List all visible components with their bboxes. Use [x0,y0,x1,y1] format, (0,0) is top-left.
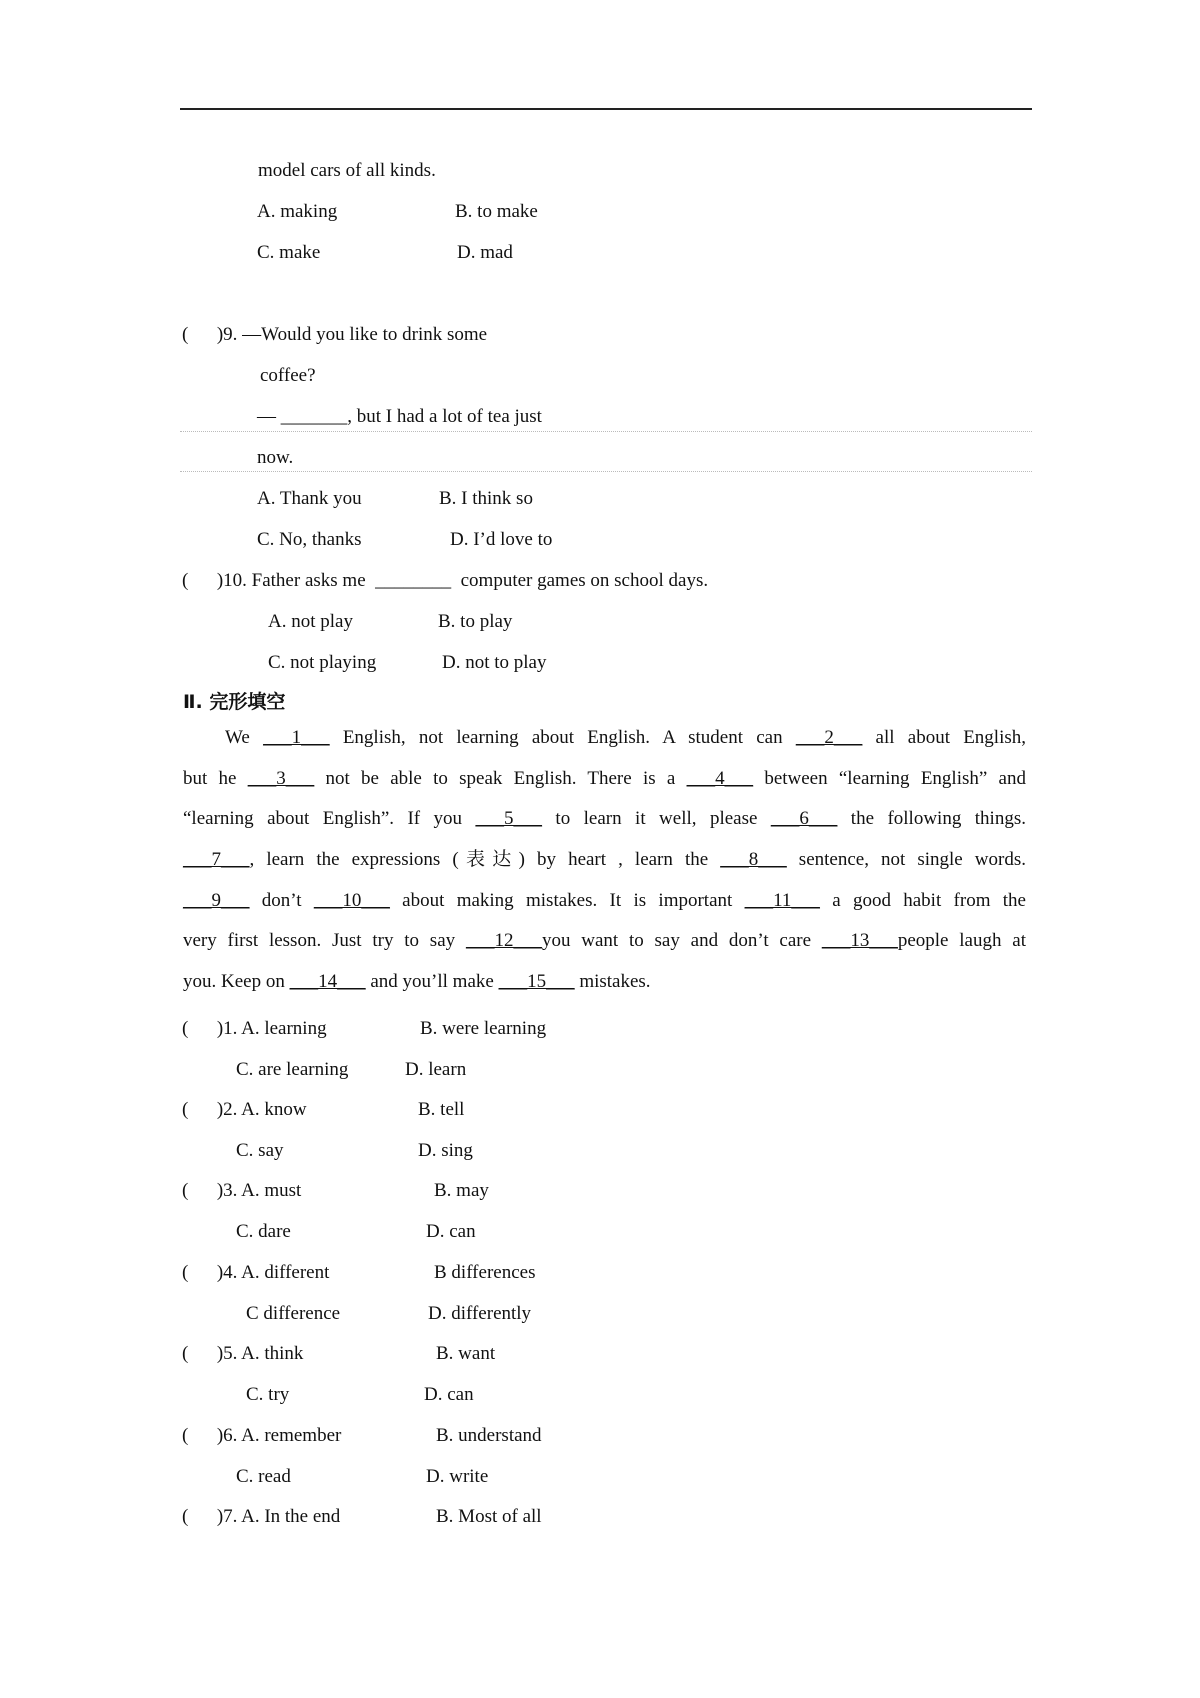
blank-2: ___2___ [795,727,863,748]
cloze-q1-d: D. learn [405,1059,467,1080]
cloze-q3-c: C. dare [236,1221,291,1242]
cloze-q1-b: B. were learning [420,1018,547,1039]
blank-3: ___3___ [247,767,315,789]
cloze-q2-d: D. sing [418,1140,473,1161]
passage-line: you. Keep on ___14___ and you’ll make ___15___ mistakes. [183,971,651,993]
cloze-q5: ( )5. A. think [182,1343,304,1364]
passage-line: very first lesson. Just try to say ___12___you want to say and don’t care ___13___people laugh at [183,930,1026,952]
cloze-q6: ( )6. A. remember [182,1425,342,1446]
passage-line: We ___1___ English, not learning about English. A student can ___2___ all about English, [225,727,1027,748]
q10-stem: ( )10. Father asks me ________ computer games on school days. [182,570,709,591]
cloze-q4: ( )4. A. different [182,1262,330,1283]
cloze-q2-b: B. tell [418,1099,465,1120]
dotted-divider [180,471,1032,472]
blank-8: ___8___ [720,849,787,871]
q9-option-a: A. Thank you [257,488,362,509]
header-rule [180,108,1032,110]
blank-10: ___10___ [313,889,390,911]
blank-11: ___11___ [744,889,820,911]
q9-option-c: C. No, thanks [257,529,362,550]
passage-line: but he ___3___ not be able to speak English. There is a ___4___ between “learning English” and [183,767,1026,789]
cloze-q2: ( )2. A. know [182,1099,307,1120]
blank-13: ___13___ [821,930,898,952]
blank-1: ___1___ [263,727,330,748]
q10-option-c: C. not playing [268,652,377,673]
q9-stem-4: now. [257,447,294,468]
cloze-q5-d: D. can [424,1384,474,1405]
q10-option-b: B. to play [438,611,513,632]
cloze-q1: ( )1. A. learning [182,1018,327,1039]
cloze-q6-d: D. write [426,1466,489,1487]
cloze-q6-b: B. understand [436,1425,542,1446]
q9-stem-2: coffee? [260,365,316,386]
q9-option-d: D. I’d love to [450,529,553,550]
cloze-q4-b: B differences [434,1262,536,1283]
cloze-q4-c: C difference [246,1303,341,1324]
cloze-q1-c: C. are learning [236,1059,349,1080]
q8-option-c: C. make [257,242,321,263]
q9-option-b: B. I think so [439,488,533,509]
passage-line: “learning about English”. If you ___5___ to learn it well, please ___6___ the following things. [183,808,1026,830]
q8-option-a: A. making [257,201,338,222]
blank-7: ___7___ [183,849,250,871]
q10-option-a: A. not play [268,611,353,632]
passage-line: ___9___ don’t ___10___ about making mistakes. It is important ___11___ a good habit from the [183,889,1026,911]
blank-15: ___15___ [498,971,575,993]
cloze-q3-d: D. can [426,1221,476,1242]
cloze-q3-b: B. may [434,1180,489,1201]
q8-stem-tail: model cars of all kinds. [258,160,436,181]
section-heading: Ⅱ. 完形填空 [183,691,286,713]
blank-6: ___6___ [770,808,838,830]
cloze-q5-c: C. try [246,1384,290,1405]
cloze-q7-b: B. Most of all [436,1506,542,1527]
blank-14: ___14___ [289,971,366,993]
dotted-divider [180,431,1032,432]
cloze-q7: ( )7. A. In the end [182,1506,341,1527]
blank-9: ___9___ [183,889,250,911]
passage-line: ___7___, learn the expressions (表达) by heart , learn the ___8___ sentence, not single words. [183,849,1026,871]
cloze-q5-b: B. want [436,1343,496,1364]
q9-stem-1: ( )9. —Would you like to drink some [182,324,488,345]
q9-stem-3: — _______, but I had a lot of tea just [257,406,542,427]
q8-option-d: D. mad [457,242,513,263]
cloze-q2-c: C. say [236,1140,284,1161]
cloze-passage [183,726,1026,1011]
blank-12: ___12___ [465,930,542,952]
cloze-q6-c: C. read [236,1466,291,1487]
q10-option-d: D. not to play [442,652,547,673]
q8-option-b: B. to make [455,201,538,222]
blank-5: ___5___ [475,808,542,830]
cloze-q3: ( )3. A. must [182,1180,302,1201]
cloze-q4-d: D. differently [428,1303,532,1324]
blank-4: ___4___ [686,767,754,789]
